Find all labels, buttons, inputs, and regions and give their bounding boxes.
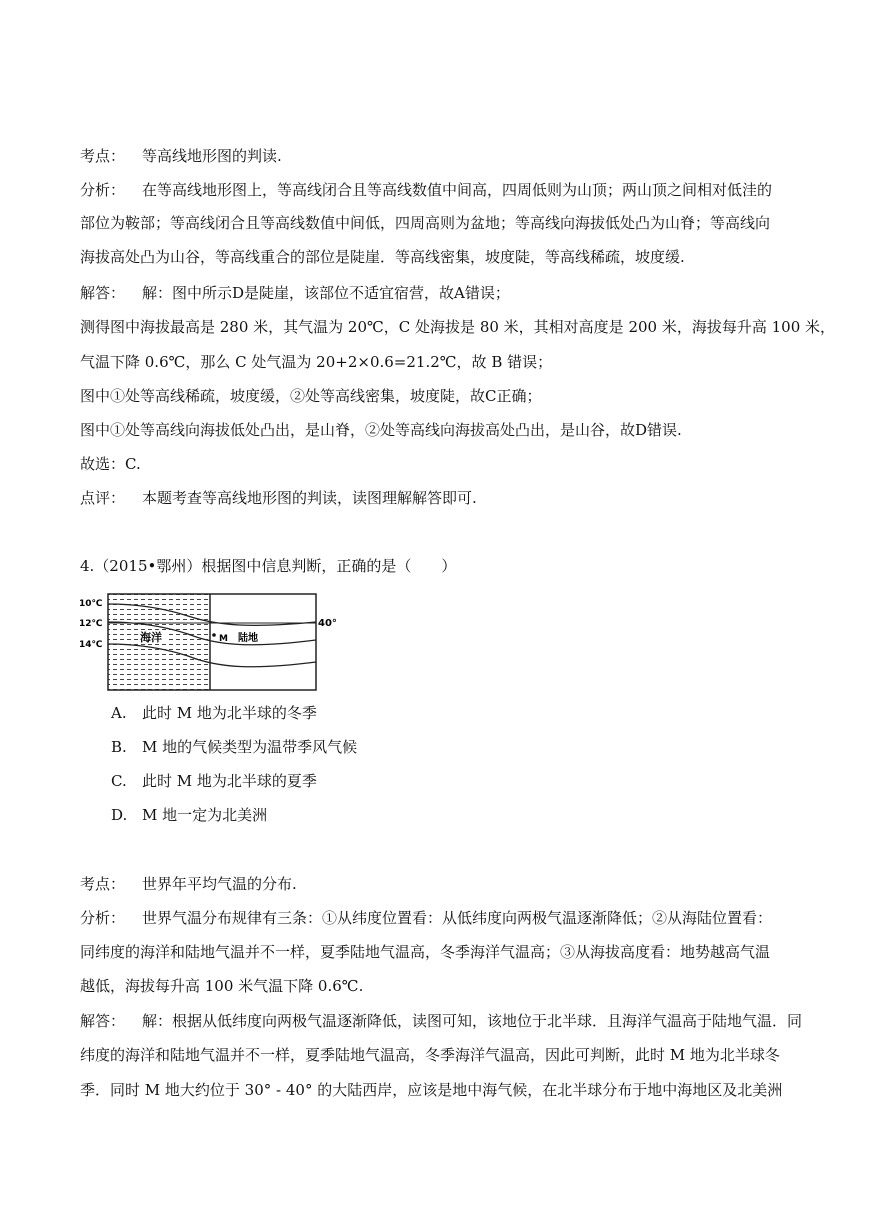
latitude-label: 40° (318, 618, 337, 629)
option-c[interactable] (111, 771, 317, 791)
isotherm-label-10: 10℃ (79, 599, 103, 609)
option-text: 此时 M 地为北半球的夏季 (142, 772, 317, 790)
jieda-line: 测得图中海拔最高是 280 米，其气温为 20℃，C 处海拔是 80 米，其相对高度是 200 米，海拔每升高 100 米， (80, 318, 836, 336)
kaodian-text: 等高线地形图的判读. (142, 147, 282, 165)
fenxi-line: 世界气温分布规律有三条：①从纬度位置看：从低纬度向两极气温逐渐降低；②从海陆位置看： (142, 909, 773, 927)
jieda-line: 图中①处等高线向海拔低处凸出，是山脊，②处等高线向海拔高处凸出，是山谷，故D错误. (80, 421, 682, 439)
option-key: B. (111, 738, 127, 756)
isotherm-label-12: 12℃ (79, 619, 103, 629)
fenxi-line: 越低，海拔每升高 100 米气温下降 0.6℃. (80, 977, 364, 995)
fenxi-line: 部位为鞍部；等高线闭合且等高线数值中间低，四周高则为盆地；等高线向海拔低处凸为山脊；等高线向 (80, 214, 771, 232)
ocean-label: 海洋 (140, 631, 162, 644)
kaodian-row (80, 874, 297, 894)
kaodian-text: 世界年平均气温的分布. (142, 875, 297, 893)
option-key: D. (111, 806, 128, 824)
fenxi-label: 分析： (80, 181, 126, 199)
option-text: M 地一定为北美洲 (142, 806, 268, 824)
fenxi-line: 同纬度的海洋和陆地气温并不一样，夏季陆地气温高，冬季海洋气温高；③从海拔高度看：地势越高气温 (80, 943, 771, 961)
dianping-label: 点评： (80, 489, 126, 507)
jieda-row (80, 1011, 802, 1031)
answer-line: 故选：C. (80, 455, 141, 473)
jieda-line: 解：图中所示D是陡崖，该部位不适宜宿营，故A错误； (142, 284, 510, 302)
fenxi-line: 在等高线地形图上，等高线闭合且等高线数值中间高，四周低则为山顶；两山顶之间相对低洼的 (142, 181, 773, 199)
kaodian-row (80, 146, 282, 166)
jieda-row (80, 283, 510, 303)
kaodian-label: 考点： (80, 147, 126, 165)
option-text: 此时 M 地为北半球的冬季 (142, 704, 317, 722)
point-m (212, 633, 216, 637)
jieda-line: 图中①处等高线稀疏，坡度缓，②处等高线密集，坡度陡，故C正确； (80, 387, 542, 405)
fenxi-line: 海拔高处凸为山谷，等高线重合的部位是陡崖．等高线密集，坡度陡，等高线稀疏，坡度缓. (80, 248, 685, 266)
jieda-line: 解：根据从低纬度向两极气温逐渐降低，读图可知，该地位于北半球．且海洋气温高于陆地气温．同 (142, 1012, 803, 1030)
option-key: C. (111, 772, 127, 790)
isotherm-label-14: 14℃ (79, 640, 103, 650)
jieda-label: 解答： (80, 284, 126, 302)
point-m-label: M (219, 634, 228, 644)
option-a[interactable] (111, 703, 317, 723)
isotherm-figure (78, 592, 348, 696)
option-d[interactable] (111, 805, 267, 825)
kaodian-label: 考点： (80, 875, 126, 893)
fenxi-row (80, 180, 772, 200)
fenxi-label: 分析： (80, 909, 126, 927)
dianping-text: 本题考查等高线地形图的判读，读图理解解答即可. (142, 489, 477, 507)
dianping-row (80, 488, 477, 508)
jieda-label: 解答： (80, 1012, 126, 1030)
option-text: M 地的气候类型为温带季风气候 (142, 738, 358, 756)
land-label: 陆地 (238, 633, 258, 644)
fenxi-row (80, 908, 772, 928)
option-key: A. (111, 704, 127, 722)
jieda-line: 季．同时 M 地大约位于 30° - 40° 的大陆西岸，应该是地中海气候，在北半球分布于地中海地区及北美洲 (80, 1081, 783, 1099)
option-b[interactable] (111, 737, 357, 757)
isotherm-diagram (78, 592, 348, 692)
question-stem: 4.（2015•鄂州）根据图中信息判断，正确的是（ ） (80, 557, 457, 575)
jieda-line: 纬度的海洋和陆地气温并不一样，夏季陆地气温高，冬季海洋气温高，因此可判断，此时 M 地为北半球冬 (80, 1046, 780, 1064)
jieda-line: 气温下降 0.6℃，那么 C 处气温为 20+2×0.6=21.2℃，故 B 错误； (80, 353, 553, 371)
